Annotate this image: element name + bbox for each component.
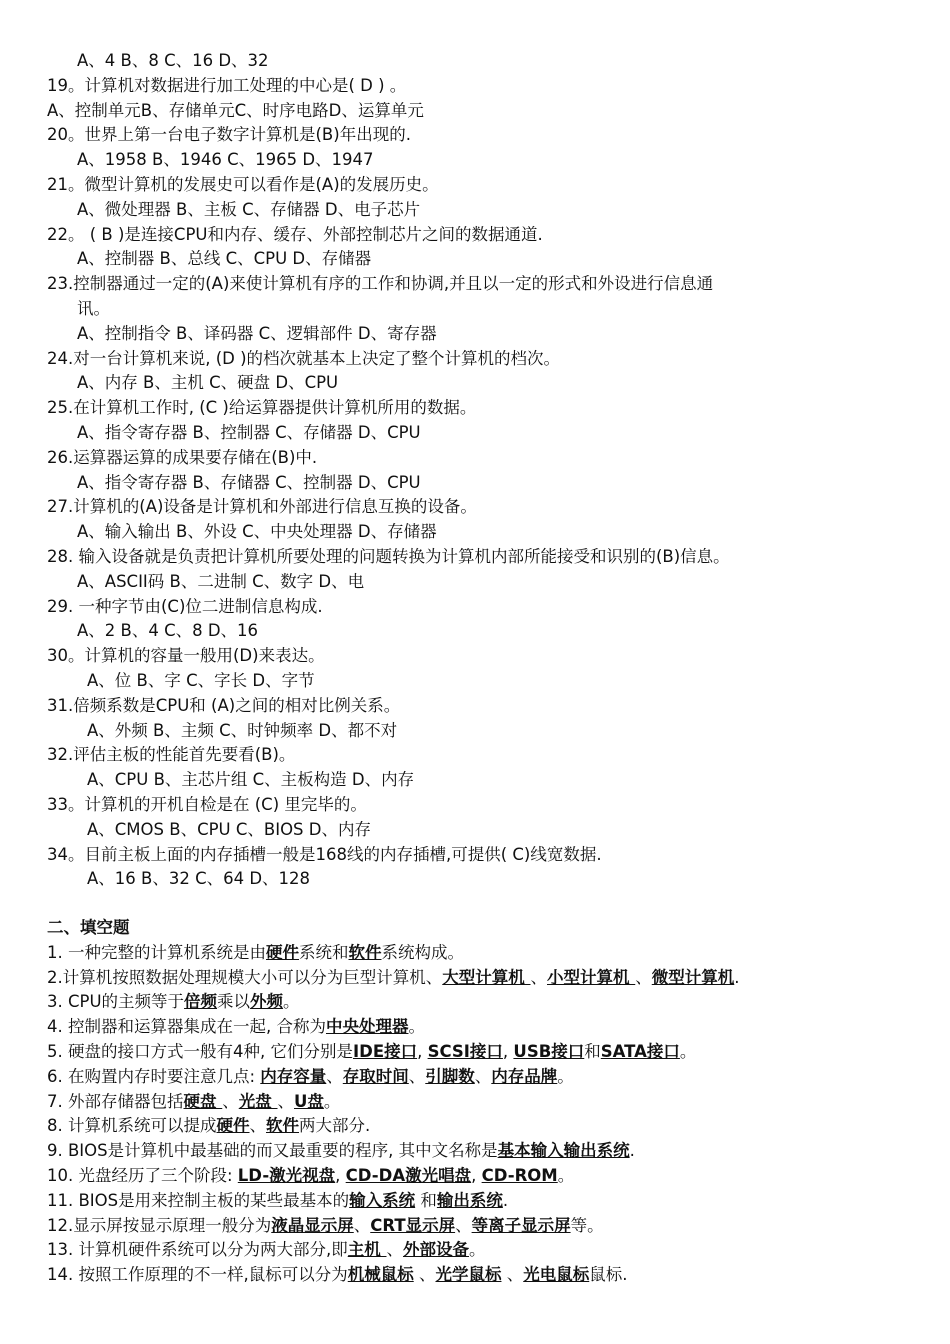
question-text: 、 [326,1066,343,1086]
answer-options-line: A、4 B、8 C、16 D、32 [77,51,269,70]
answer-options-line: A、外频 B、主频 C、时钟频率 D、都不对 [87,720,398,740]
answer-text: 微型计算机 [651,967,735,987]
question-text: 12.显示屏按显示原理一般分为 [47,1215,272,1235]
fill-in-question [47,1015,917,1040]
answer-options-line: A、输入输出 B、外设 C、中央处理器 D、存储器 [77,522,437,542]
answer-text: CRT显示屏 [370,1215,456,1235]
question-line: 28. 输入设备就是负责把计算机所要处理的问题转换为计算机内部所能接受和识别的(B)信息。 [47,546,730,566]
fill-in-question [47,1065,917,1090]
question-text: 。 [283,992,300,1012]
question-text: 。 [557,1066,574,1086]
answer-text: 基本输入输出系统 [497,1141,630,1161]
question-text: 。 [323,1091,341,1111]
answer-text: 内存容量 [260,1066,327,1086]
answer-options-line: 讯。 [77,298,110,318]
answer-text: 硬件 [216,1116,250,1136]
question-line: 25.在计算机工作时, (C )给运算器提供计算机所用的数据。 [47,398,477,418]
question-line: 27.计算机的(A)设备是计算机和外部进行信息互换的设备。 [47,497,477,517]
question-line: 32.评估主板的性能首先要看(B)。 [47,745,296,765]
answer-text: USB接口 [513,1042,585,1062]
question-line: 33。计算机的开机自检是在 (C) 里完毕的。 [47,794,367,814]
question-text: 、 [413,1265,436,1285]
answer-text: 小型计算机 [547,967,636,987]
question-text: 4. 控制器和运算器集成在一起, 合称为 [47,1017,326,1037]
question-text: 。 [679,1042,697,1062]
question-line: A、控制单元B、存储单元C、时序电路D、运算单元 [47,100,424,120]
question-text: 、 [474,1066,492,1086]
question-line: 29. 一种字节由(C)位二进制信息构成. [47,596,323,616]
answer-text: 光盘 [238,1091,278,1111]
fill-in-question [47,1164,917,1189]
answer-options-line: A、内存 B、主机 C、硬盘 D、CPU [77,373,339,393]
answer-text: 引脚数 [425,1066,475,1086]
answer-text: IDE接口 [352,1042,418,1062]
question-text: 11. BIOS是用来控制主板的某些最基本的 [47,1190,350,1210]
question-text: , [471,1166,482,1186]
question-text: . [734,967,740,987]
answer-text: 硬件 [266,942,299,962]
question-text: 9. BIOS是计算机中最基础的而又最重要的程序, 其中文名称是 [47,1141,498,1161]
question-text: 6. 在购置内存时要注意几点: [47,1066,261,1086]
question-text: 、 [408,1066,426,1086]
question-text: 5. 硬盘的接口方式一般有4种, 它们分别是 [47,1042,353,1062]
question-line: 23.控制器通过一定的(A)来使计算机有序的工作和协调,并且以一定的形式和外设进行信息通 [47,274,714,294]
answer-text: 等离子显示屏 [471,1215,571,1235]
answer-options-line: A、ASCII码 B、二进制 C、数字 D、电 [77,571,365,591]
fill-in-question [47,1189,917,1214]
question-line: 24.对一台计算机来说, (D )的档次就基本上决定了整个计算机的档次。 [47,348,561,368]
answer-text: 外部设备 [402,1240,469,1260]
question-text: 、 [249,1116,266,1136]
question-text: 1. 一种完整的计算机系统是由 [47,942,266,962]
answer-text: SATA接口 [600,1042,680,1062]
answer-text: CD-ROM [481,1166,558,1186]
multiple-choice-section [47,49,917,892]
fill-in-question [47,1114,917,1139]
answer-options-line: A、指令寄存器 B、存储器 C、控制器 D、CPU [77,472,421,492]
question-text: 。 [408,1017,425,1037]
answer-text: 大型计算机 [442,967,531,987]
question-text: 、 [386,1240,403,1260]
answer-options-line: A、微处理器 B、主板 C、存储器 D、电子芯片 [77,199,421,219]
question-text: 、 [501,1265,524,1285]
answer-text: 软件 [266,1116,299,1136]
question-text: 鼠标. [589,1265,628,1285]
answer-options-line: A、控制器 B、总线 C、CPU D、存储器 [77,249,372,269]
question-text: 7. 外部存储器包括 [47,1091,184,1111]
question-text: 。 [468,1240,486,1260]
fill-in-question [47,990,917,1015]
answer-text: 光学鼠标 [435,1265,502,1285]
answer-options-line: A、控制指令 B、译码器 C、逻辑部件 D、寄存器 [77,323,437,343]
question-line: 21。微型计算机的发展史可以看作是(A)的发展历史。 [47,174,439,194]
answer-text: CD-DA激光唱盘 [345,1166,472,1186]
question-text: 系统构成。 [381,942,464,962]
question-text: , [417,1042,428,1062]
question-line: 22。 ( B )是连接CPU和内存、缓存、外部控制芯片之间的数据通道. [47,224,543,244]
question-text: 10. 光盘经历了三个阶段: [47,1166,238,1186]
fill-in-section [47,941,917,1288]
question-text: 、 [455,1215,472,1235]
question-text: 等。 [570,1215,604,1235]
question-text: 。 [557,1166,575,1186]
answer-text: 倍频 [184,992,218,1012]
question-text: 、 [635,967,652,987]
question-line: 34。目前主板上面的内存插槽一般是168线的内存插槽,可提供( C)线宽数据. [47,844,602,864]
question-text: 、 [277,1091,294,1111]
fill-in-question [47,1263,917,1288]
question-text: 2.计算机按照数据处理规模大小可以分为巨型计算机、 [47,967,443,987]
fill-in-question [47,1090,917,1115]
question-line: 20。世界上第一台电子数字计算机是(B)年出现的. [47,125,411,145]
question-text: , [502,1042,514,1062]
document-content [47,49,917,1288]
answer-text: 液晶显示屏 [271,1215,354,1235]
answer-options-line: A、2 B、4 C、8 D、16 [77,621,259,641]
answer-options-line: A、CMOS B、CPU C、BIOS D、内存 [87,819,371,839]
question-text: 和 [415,1190,437,1210]
question-text: , [335,1166,346,1186]
question-text: 8. 计算机系统可以提成 [47,1116,217,1136]
question-line: 31.倍频系数是CPU和 (A)之间的相对比例关系。 [47,695,401,715]
section-gap [47,892,917,916]
answer-text: SCSI接口 [427,1042,503,1062]
answer-text: 主机 [347,1240,387,1260]
answer-text: U盘 [294,1091,324,1111]
answer-options-line: A、16 B、32 C、64 D、128 [87,869,311,889]
answer-text: 输入系统 [349,1190,416,1210]
answer-text: 外频 [250,992,284,1012]
fill-in-question [47,1040,917,1065]
question-line: 26.运算器运算的成果要存储在(B)中. [47,447,318,467]
question-text: . [502,1190,509,1210]
question-text: 、 [353,1215,371,1235]
answer-options-line: A、位 B、字 C、字长 D、字节 [87,670,315,690]
answer-options-line: A、指令寄存器 B、控制器 C、存储器 D、CPU [77,422,421,442]
answer-options-line: A、CPU B、主芯片组 C、主板构造 D、内存 [87,770,415,790]
answer-text: LD-激光视盘 [237,1166,336,1186]
question-text: 两大部分. [299,1116,371,1136]
question-text: 系统和 [299,942,349,962]
answer-text: 输出系统 [436,1190,503,1210]
section-title: 二、填空题 [47,918,130,938]
question-text: 3. CPU的主频等于 [47,992,185,1012]
question-text: 、 [222,1091,239,1111]
fill-in-question [47,1214,917,1239]
question-text: 和 [584,1042,601,1062]
answer-options-line: A、1958 B、1946 C、1965 D、1947 [77,150,374,170]
question-text: 乘以 [217,992,251,1012]
fill-in-question [47,941,917,966]
answer-text: 机械鼠标 [347,1265,414,1285]
question-text: 13. 计算机硬件系统可以分为两大部分,即 [47,1240,348,1260]
answer-text: 硬盘 [183,1091,223,1111]
answer-text: 中央处理器 [325,1017,409,1037]
answer-text: 存取时间 [342,1066,409,1086]
fill-in-question [47,1238,917,1263]
question-line: 30。计算机的容量一般用(D)来表达。 [47,646,325,666]
answer-text: 光电鼠标 [523,1265,590,1285]
question-text: 、 [530,967,547,987]
question-text: . [629,1141,635,1161]
question-line: 19。计算机对数据进行加工处理的中心是( D ) 。 [47,75,407,95]
fill-in-question [47,966,917,991]
answer-text: 内存品牌 [491,1066,558,1086]
fill-in-question [47,1139,917,1164]
question-text: 14. 按照工作原理的不一样,鼠标可以分为 [47,1265,348,1285]
answer-text: 软件 [348,942,382,962]
